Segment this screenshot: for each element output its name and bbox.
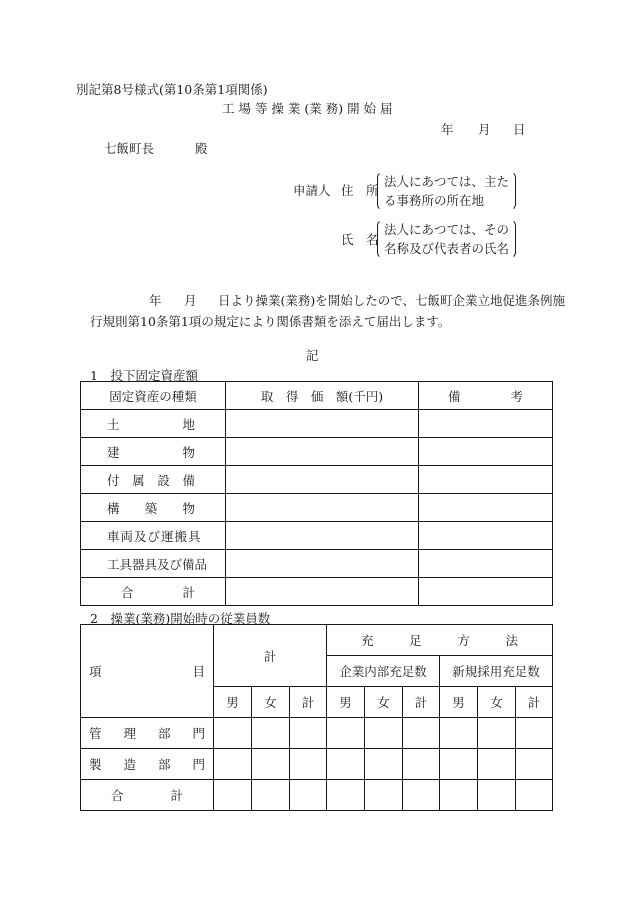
row-label-total <box>81 578 226 606</box>
label-char: 土 <box>107 416 120 432</box>
amount-cell[interactable] <box>226 438 419 466</box>
count-cell[interactable] <box>478 718 516 749</box>
count-cell[interactable] <box>478 780 516 811</box>
remarks-cell[interactable] <box>419 550 553 578</box>
count-cell[interactable] <box>478 749 516 780</box>
count-cell[interactable] <box>440 718 478 749</box>
count-cell[interactable] <box>252 749 290 780</box>
count-cell[interactable] <box>365 749 403 780</box>
date-year: 年 <box>441 122 454 137</box>
amount-cell[interactable] <box>226 466 419 494</box>
row-label-total <box>81 780 214 811</box>
name-label: 氏 名 <box>341 232 379 247</box>
count-cell[interactable] <box>214 780 252 811</box>
count-cell[interactable] <box>327 780 365 811</box>
count-cell[interactable] <box>403 718 440 749</box>
count-cell[interactable] <box>290 749 327 780</box>
count-cell[interactable] <box>403 749 440 780</box>
row-label-management <box>81 718 214 749</box>
header-male: 男 <box>440 687 478 718</box>
row-label-building <box>81 438 226 466</box>
form-number: 別記第8号様式(第10条第1項関係) <box>76 82 268 97</box>
header-internal: 企業内部充足数 <box>327 656 440 687</box>
count-cell[interactable] <box>516 718 553 749</box>
header-subtotal: 計 <box>290 687 327 718</box>
label-char: 構 <box>107 500 120 516</box>
label-char: 備 <box>182 472 195 488</box>
amount-cell[interactable] <box>226 410 419 438</box>
header-male: 男 <box>327 687 365 718</box>
label-char: 計 <box>182 584 195 600</box>
header-subtotal: 計 <box>403 687 440 718</box>
label-char: 設 <box>157 472 170 488</box>
label-char: 目 <box>192 664 205 679</box>
count-cell[interactable] <box>214 749 252 780</box>
amount-cell[interactable] <box>226 578 419 606</box>
table-row <box>81 718 553 749</box>
table-row <box>81 438 553 466</box>
count-cell[interactable] <box>290 718 327 749</box>
label-char: 法 <box>505 633 518 648</box>
amount-cell[interactable] <box>226 494 419 522</box>
address-note-line: る事務所の所在地 <box>384 193 485 208</box>
name-note-line: 法人にあつては、その <box>384 222 510 237</box>
count-cell[interactable] <box>440 780 478 811</box>
label-char: 管 <box>89 726 102 741</box>
label-char: 製 <box>89 757 102 772</box>
row-label-tools <box>81 550 226 578</box>
label-char: 方 <box>457 633 470 648</box>
header-female: 女 <box>365 687 403 718</box>
count-cell[interactable] <box>440 749 478 780</box>
amount-cell[interactable] <box>226 550 419 578</box>
count-cell[interactable] <box>365 780 403 811</box>
header-new-hire: 新規採用充足数 <box>440 656 553 687</box>
table-header-row <box>81 625 553 656</box>
count-cell[interactable] <box>516 749 553 780</box>
body-line1: 日より操業(業務)を開始したので、七飯町企業立地促進条例施 <box>218 293 566 308</box>
header-asset-type: 固定資産の種類 <box>81 382 226 410</box>
ki-heading: 記 <box>306 348 319 363</box>
fixed-assets-table <box>80 381 553 606</box>
count-cell[interactable] <box>252 718 290 749</box>
body-year: 年 <box>149 293 162 308</box>
header-remarks: 備 考 <box>419 382 553 410</box>
table-row <box>81 578 553 606</box>
table-header-row <box>81 382 553 410</box>
header-acquisition-amount: 取 得 価 額(千円) <box>226 382 419 410</box>
date-day: 日 <box>513 122 526 137</box>
body-line2: 行規則第10条第1項の規定により関係書類を添えて届出します。 <box>90 314 451 329</box>
label-char: 合 <box>111 788 124 803</box>
page-title: 工 場 等 操 業 (業 務) 開 始 届 <box>222 101 393 116</box>
label-char: 門 <box>192 757 205 772</box>
section1-title: 1 投下固定資産額 <box>90 368 198 383</box>
remarks-cell[interactable] <box>419 494 553 522</box>
table-row <box>81 494 553 522</box>
count-cell[interactable] <box>327 749 365 780</box>
label-char: 部 <box>157 726 171 741</box>
name-note <box>377 219 516 259</box>
employees-table <box>80 624 553 811</box>
label-text: 工具器具及び備品 <box>107 556 208 572</box>
count-cell[interactable] <box>214 718 252 749</box>
count-cell[interactable] <box>516 780 553 811</box>
label-char: 合 <box>121 584 134 600</box>
table-row <box>81 780 553 811</box>
addressee: 七飯町長 <box>104 141 155 156</box>
name-note-line: 名称及び代表者の氏名 <box>384 241 510 256</box>
label-char: 築 <box>144 500 158 516</box>
header-subtotal: 計 <box>516 687 553 718</box>
header-item <box>81 625 214 718</box>
row-label-structures <box>81 494 226 522</box>
table-row <box>81 749 553 780</box>
label-char: 物 <box>182 500 195 516</box>
row-label-land <box>81 410 226 438</box>
label-char: 付 <box>107 472 120 488</box>
table-row <box>81 550 553 578</box>
table-row <box>81 522 553 550</box>
row-label-ancillary <box>81 466 226 494</box>
label-char: 充 <box>361 633 374 648</box>
label-char: 地 <box>182 416 195 432</box>
table-row <box>81 466 553 494</box>
label-char: 造 <box>123 757 136 772</box>
remarks-cell[interactable] <box>419 438 553 466</box>
label-char: 理 <box>123 726 136 741</box>
remarks-cell[interactable] <box>419 578 553 606</box>
label-char: 建 <box>107 444 120 460</box>
header-female: 女 <box>252 687 290 718</box>
header-fill-method <box>327 625 553 656</box>
date-month: 月 <box>478 122 491 137</box>
header-male: 男 <box>214 687 252 718</box>
label-char: 物 <box>182 444 195 460</box>
section2-title: 2 操業(業務)開始時の従業員数 <box>90 611 271 626</box>
label-char: 足 <box>409 633 422 648</box>
label-text: 車両及び運搬具 <box>107 528 202 544</box>
amount-cell[interactable] <box>226 522 419 550</box>
remarks-cell[interactable] <box>419 410 553 438</box>
label-char: 門 <box>192 726 205 741</box>
header-total: 計 <box>214 625 327 687</box>
row-label-vehicles <box>81 522 226 550</box>
count-cell[interactable] <box>365 718 403 749</box>
header-female: 女 <box>478 687 516 718</box>
count-cell[interactable] <box>290 780 327 811</box>
label-char: 計 <box>170 788 183 803</box>
label-char: 属 <box>132 472 145 488</box>
row-label-manufacturing <box>81 749 214 780</box>
count-cell[interactable] <box>252 780 290 811</box>
remarks-cell[interactable] <box>419 466 553 494</box>
table-row <box>81 410 553 438</box>
count-cell[interactable] <box>403 780 440 811</box>
remarks-cell[interactable] <box>419 522 553 550</box>
applicant-label: 申請人 <box>293 183 331 198</box>
honorific: 殿 <box>195 141 208 156</box>
body-month: 月 <box>184 293 197 308</box>
address-note-line: 法人にあつては、主た <box>384 174 510 189</box>
label-char: 部 <box>157 757 171 772</box>
label-char: 項 <box>89 664 102 679</box>
count-cell[interactable] <box>327 718 365 749</box>
address-label: 住 所 <box>341 183 379 198</box>
address-note <box>377 171 516 211</box>
